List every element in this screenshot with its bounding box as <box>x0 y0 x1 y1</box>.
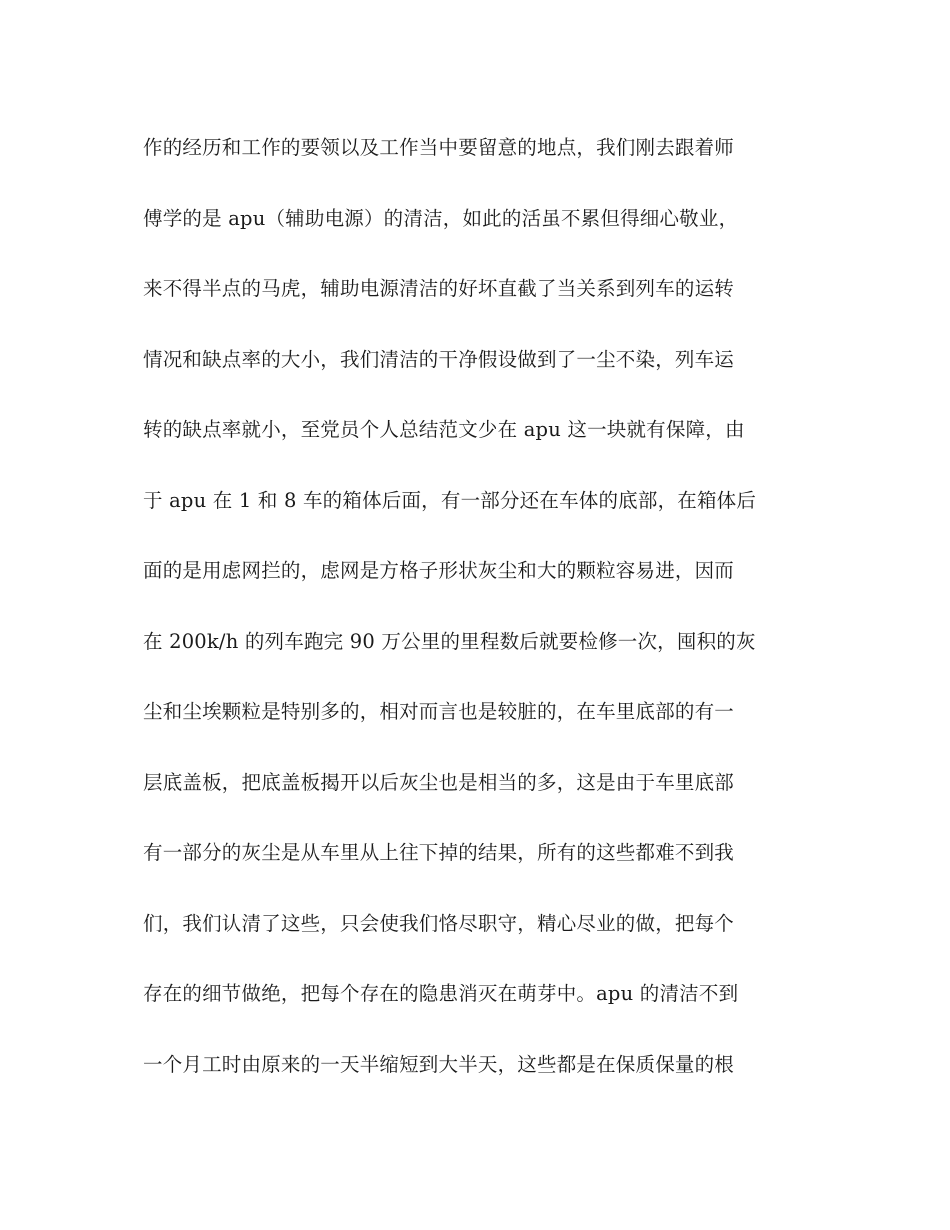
text-line-6: 于 apu 在 1 和 8 车的箱体后面，有一部分还在车体的底部，在箱体后 <box>143 488 757 512</box>
document-body <box>143 123 803 1110</box>
text-line-12: 们，我们认清了这些，只会使我们恪尽职守，精心尽业的做，把每个 <box>143 911 735 935</box>
text-line-11: 有一部分的灰尘是从车里从上往下掉的结果，所有的这些都难不到我 <box>143 841 735 864</box>
text-line-14: 一个月工时由原来的一天半缩短到大半天，这些都是在保质保量的根 <box>143 1052 735 1076</box>
text-line-1: 作的经历和工作的要领以及工作当中要留意的地点，我们刚去跟着师 <box>143 136 735 159</box>
text-line-9: 尘和尘埃颗粒是特别多的，相对而言也是较脏的，在车里底部的有一 <box>143 700 735 723</box>
text-line-10: 层底盖板，把底盖板揭开以后灰尘也是相当的多，这是由于车里底部 <box>143 770 735 794</box>
text-line-8: 在 200k/h 的列车跑完 90 万公里的里程数后就要检修一次，囤积的灰 <box>143 629 756 653</box>
text-line-5: 转的缺点率就小，至党员个人总结范文少在 apu 这一块就有保障，由 <box>143 418 745 441</box>
text-line-4: 情况和缺点率的大小，我们清洁的干净假设做到了一尘不染，列车运 <box>143 347 735 371</box>
text-line-3: 来不得半点的马虎，辅助电源清洁的好坏直截了当关系到列车的运转 <box>143 277 735 300</box>
text-line-13: 存在的细节做绝，把每个存在的隐患消灭在萌芽中。apu 的清洁不到 <box>143 982 739 1005</box>
text-line-7: 面的是用虑网拦的，虑网是方格子形状灰尘和大的颗粒容易进，因而 <box>143 559 735 582</box>
text-line-2: 傅学的是 apu（辅助电源）的清洁，如此的活虽不累但得细心敬业， <box>143 206 739 230</box>
